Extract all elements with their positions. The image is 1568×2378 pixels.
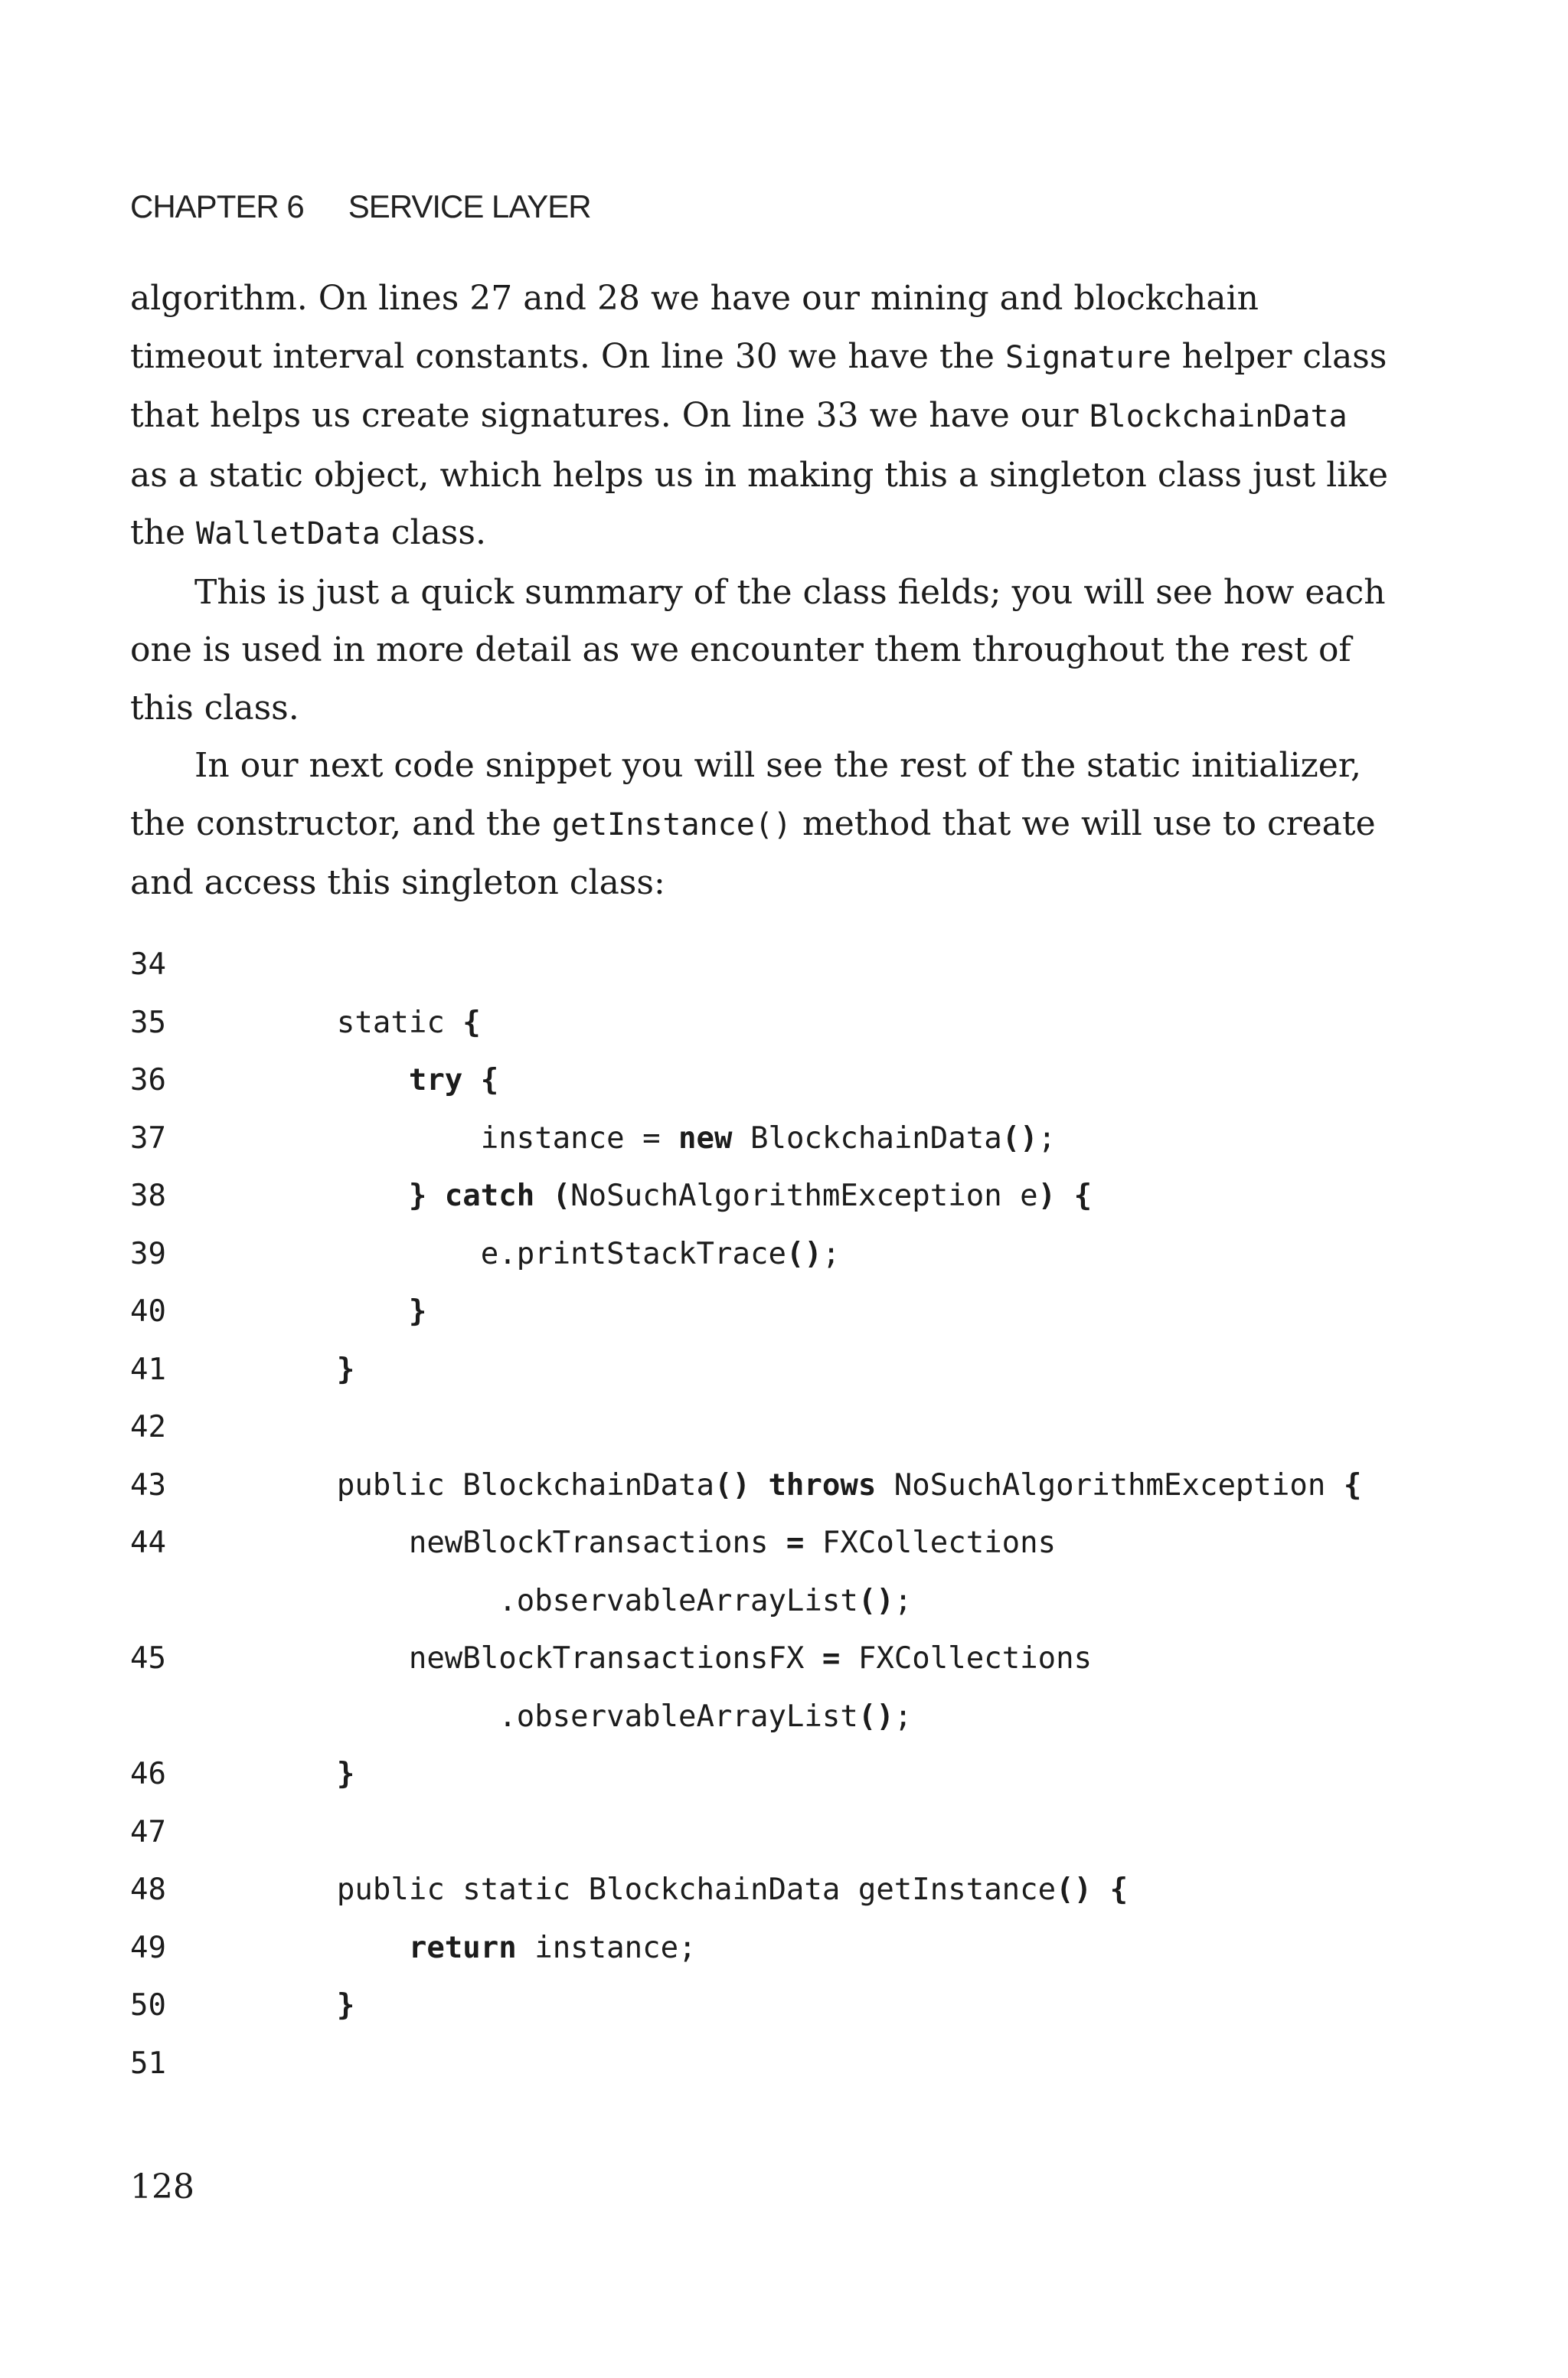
code-keyword: } bbox=[336, 1757, 355, 1791]
line-number: 42 bbox=[130, 1410, 166, 1444]
code-keyword: return bbox=[408, 1930, 517, 1965]
code-token: public BlockchainData bbox=[265, 1467, 714, 1503]
code-token: FXCollections bbox=[840, 1641, 1093, 1676]
code-text bbox=[265, 1283, 426, 1341]
line-number: 37 bbox=[130, 1120, 166, 1156]
code-text bbox=[265, 1688, 912, 1746]
paragraph-1 bbox=[130, 270, 1393, 564]
code-token: .observableArrayList bbox=[265, 1583, 858, 1618]
code-keyword: () throws bbox=[714, 1467, 877, 1503]
code-keyword: { bbox=[462, 1005, 481, 1040]
line-number: 47 bbox=[130, 1814, 166, 1850]
code-text bbox=[265, 1630, 1092, 1688]
code-keyword: = bbox=[786, 1526, 805, 1560]
code-text bbox=[265, 1167, 1092, 1225]
code-token: newBlockTransactionsFX bbox=[265, 1641, 822, 1676]
chapter-label: CHAPTER 6 bbox=[130, 188, 304, 224]
line-number: 34 bbox=[130, 947, 166, 982]
code-text bbox=[265, 1514, 1056, 1572]
code-text bbox=[265, 1919, 697, 1977]
code-keyword: try { bbox=[408, 1063, 499, 1097]
line-number: 38 bbox=[130, 1179, 166, 1213]
code-token: NoSuchAlgorithmException e bbox=[570, 1179, 1038, 1213]
code-token bbox=[265, 1988, 337, 2023]
inline-code: Signature bbox=[1004, 339, 1171, 375]
code-token: BlockchainData bbox=[732, 1120, 1002, 1156]
code-keyword: ) { bbox=[1037, 1179, 1093, 1213]
code-token: public static BlockchainData getInstance bbox=[265, 1873, 1057, 1907]
inline-code: BlockchainData bbox=[1089, 399, 1348, 434]
line-number: 44 bbox=[130, 1526, 166, 1560]
line-number: 40 bbox=[130, 1294, 166, 1329]
line-number: 36 bbox=[130, 1063, 166, 1097]
line-number: 35 bbox=[130, 1005, 166, 1040]
code-keyword: new bbox=[678, 1120, 733, 1156]
code-keyword: () bbox=[1001, 1120, 1038, 1156]
code-keyword: } bbox=[336, 1352, 355, 1387]
code-text bbox=[265, 1110, 1056, 1168]
text-run: helper class that helps us create signatures. On line 33 we have our bbox=[130, 336, 1387, 435]
code-text bbox=[265, 1457, 1361, 1515]
code-token bbox=[265, 1757, 337, 1791]
line-number: 43 bbox=[130, 1467, 166, 1503]
paragraph-3 bbox=[130, 737, 1393, 912]
line-number: 50 bbox=[130, 1988, 166, 2023]
code-keyword: } catch ( bbox=[408, 1179, 571, 1213]
code-token: ; bbox=[1037, 1120, 1057, 1156]
code-token: .observableArrayList bbox=[265, 1699, 858, 1734]
code-text bbox=[265, 1861, 1128, 1919]
body-text bbox=[130, 270, 1393, 912]
text-run: algorithm. On lines 27 and 28 we have our mining and blockchain timeout interval constants. On line 30 we have the bbox=[130, 279, 1259, 376]
code-token bbox=[265, 1931, 409, 1965]
code-token: FXCollections bbox=[804, 1526, 1057, 1560]
section-label: SERVICE LAYER bbox=[348, 188, 591, 224]
code-keyword: () { bbox=[1056, 1873, 1129, 1907]
line-number: 51 bbox=[130, 2046, 166, 2081]
text-run: as a static object, which helps us in making this a singleton class just like the bbox=[130, 455, 1389, 552]
code-token: newBlockTransactions bbox=[265, 1526, 786, 1560]
code-token: ; bbox=[822, 1236, 841, 1271]
code-text bbox=[265, 1977, 354, 2035]
text-run: method that we will use to create and access this singleton class: bbox=[130, 803, 1376, 902]
code-keyword: () bbox=[858, 1699, 894, 1734]
code-token bbox=[265, 1294, 409, 1329]
code-token: e.printStackTrace bbox=[265, 1236, 786, 1271]
inline-code: WalletData bbox=[196, 516, 381, 551]
text-run: In our next code snippet you will see the rest of the static initializer, the constructor, and the bbox=[130, 746, 1362, 843]
line-number: 48 bbox=[130, 1873, 166, 1907]
code-text bbox=[265, 1225, 840, 1284]
code-token bbox=[265, 1063, 409, 1097]
page-number: 128 bbox=[130, 2167, 194, 2206]
code-token: NoSuchAlgorithmException bbox=[876, 1467, 1344, 1503]
code-token: instance = bbox=[265, 1120, 679, 1156]
code-token: ; bbox=[893, 1699, 913, 1734]
code-keyword: () bbox=[858, 1583, 894, 1618]
code-token: static bbox=[265, 1005, 463, 1040]
code-keyword: { bbox=[1343, 1467, 1362, 1503]
inline-code: getInstance() bbox=[551, 806, 792, 842]
code-text bbox=[265, 1341, 354, 1399]
code-token bbox=[265, 1179, 409, 1213]
code-keyword: = bbox=[822, 1641, 841, 1676]
code-token bbox=[265, 1353, 337, 1387]
code-keyword: () bbox=[786, 1236, 822, 1271]
line-number: 41 bbox=[130, 1352, 166, 1387]
text-run: class. bbox=[380, 513, 486, 552]
line-number: 45 bbox=[130, 1641, 166, 1676]
code-keyword: } bbox=[336, 1988, 355, 2023]
code-text bbox=[265, 994, 481, 1052]
code-token: ; bbox=[893, 1583, 913, 1618]
code-text bbox=[265, 1572, 912, 1631]
code-text bbox=[265, 1745, 354, 1804]
code-token: instance; bbox=[516, 1930, 697, 1965]
line-number: 39 bbox=[130, 1236, 166, 1271]
line-number: 46 bbox=[130, 1757, 166, 1791]
running-header bbox=[130, 188, 591, 225]
line-number: 49 bbox=[130, 1930, 166, 1965]
paragraph-2: This is just a quick summary of the class fields; you will see how each one is used in more detail as we encounter them throughout the rest of this class. bbox=[130, 572, 1386, 728]
code-text bbox=[265, 1052, 498, 1110]
code-keyword: } bbox=[408, 1294, 427, 1329]
